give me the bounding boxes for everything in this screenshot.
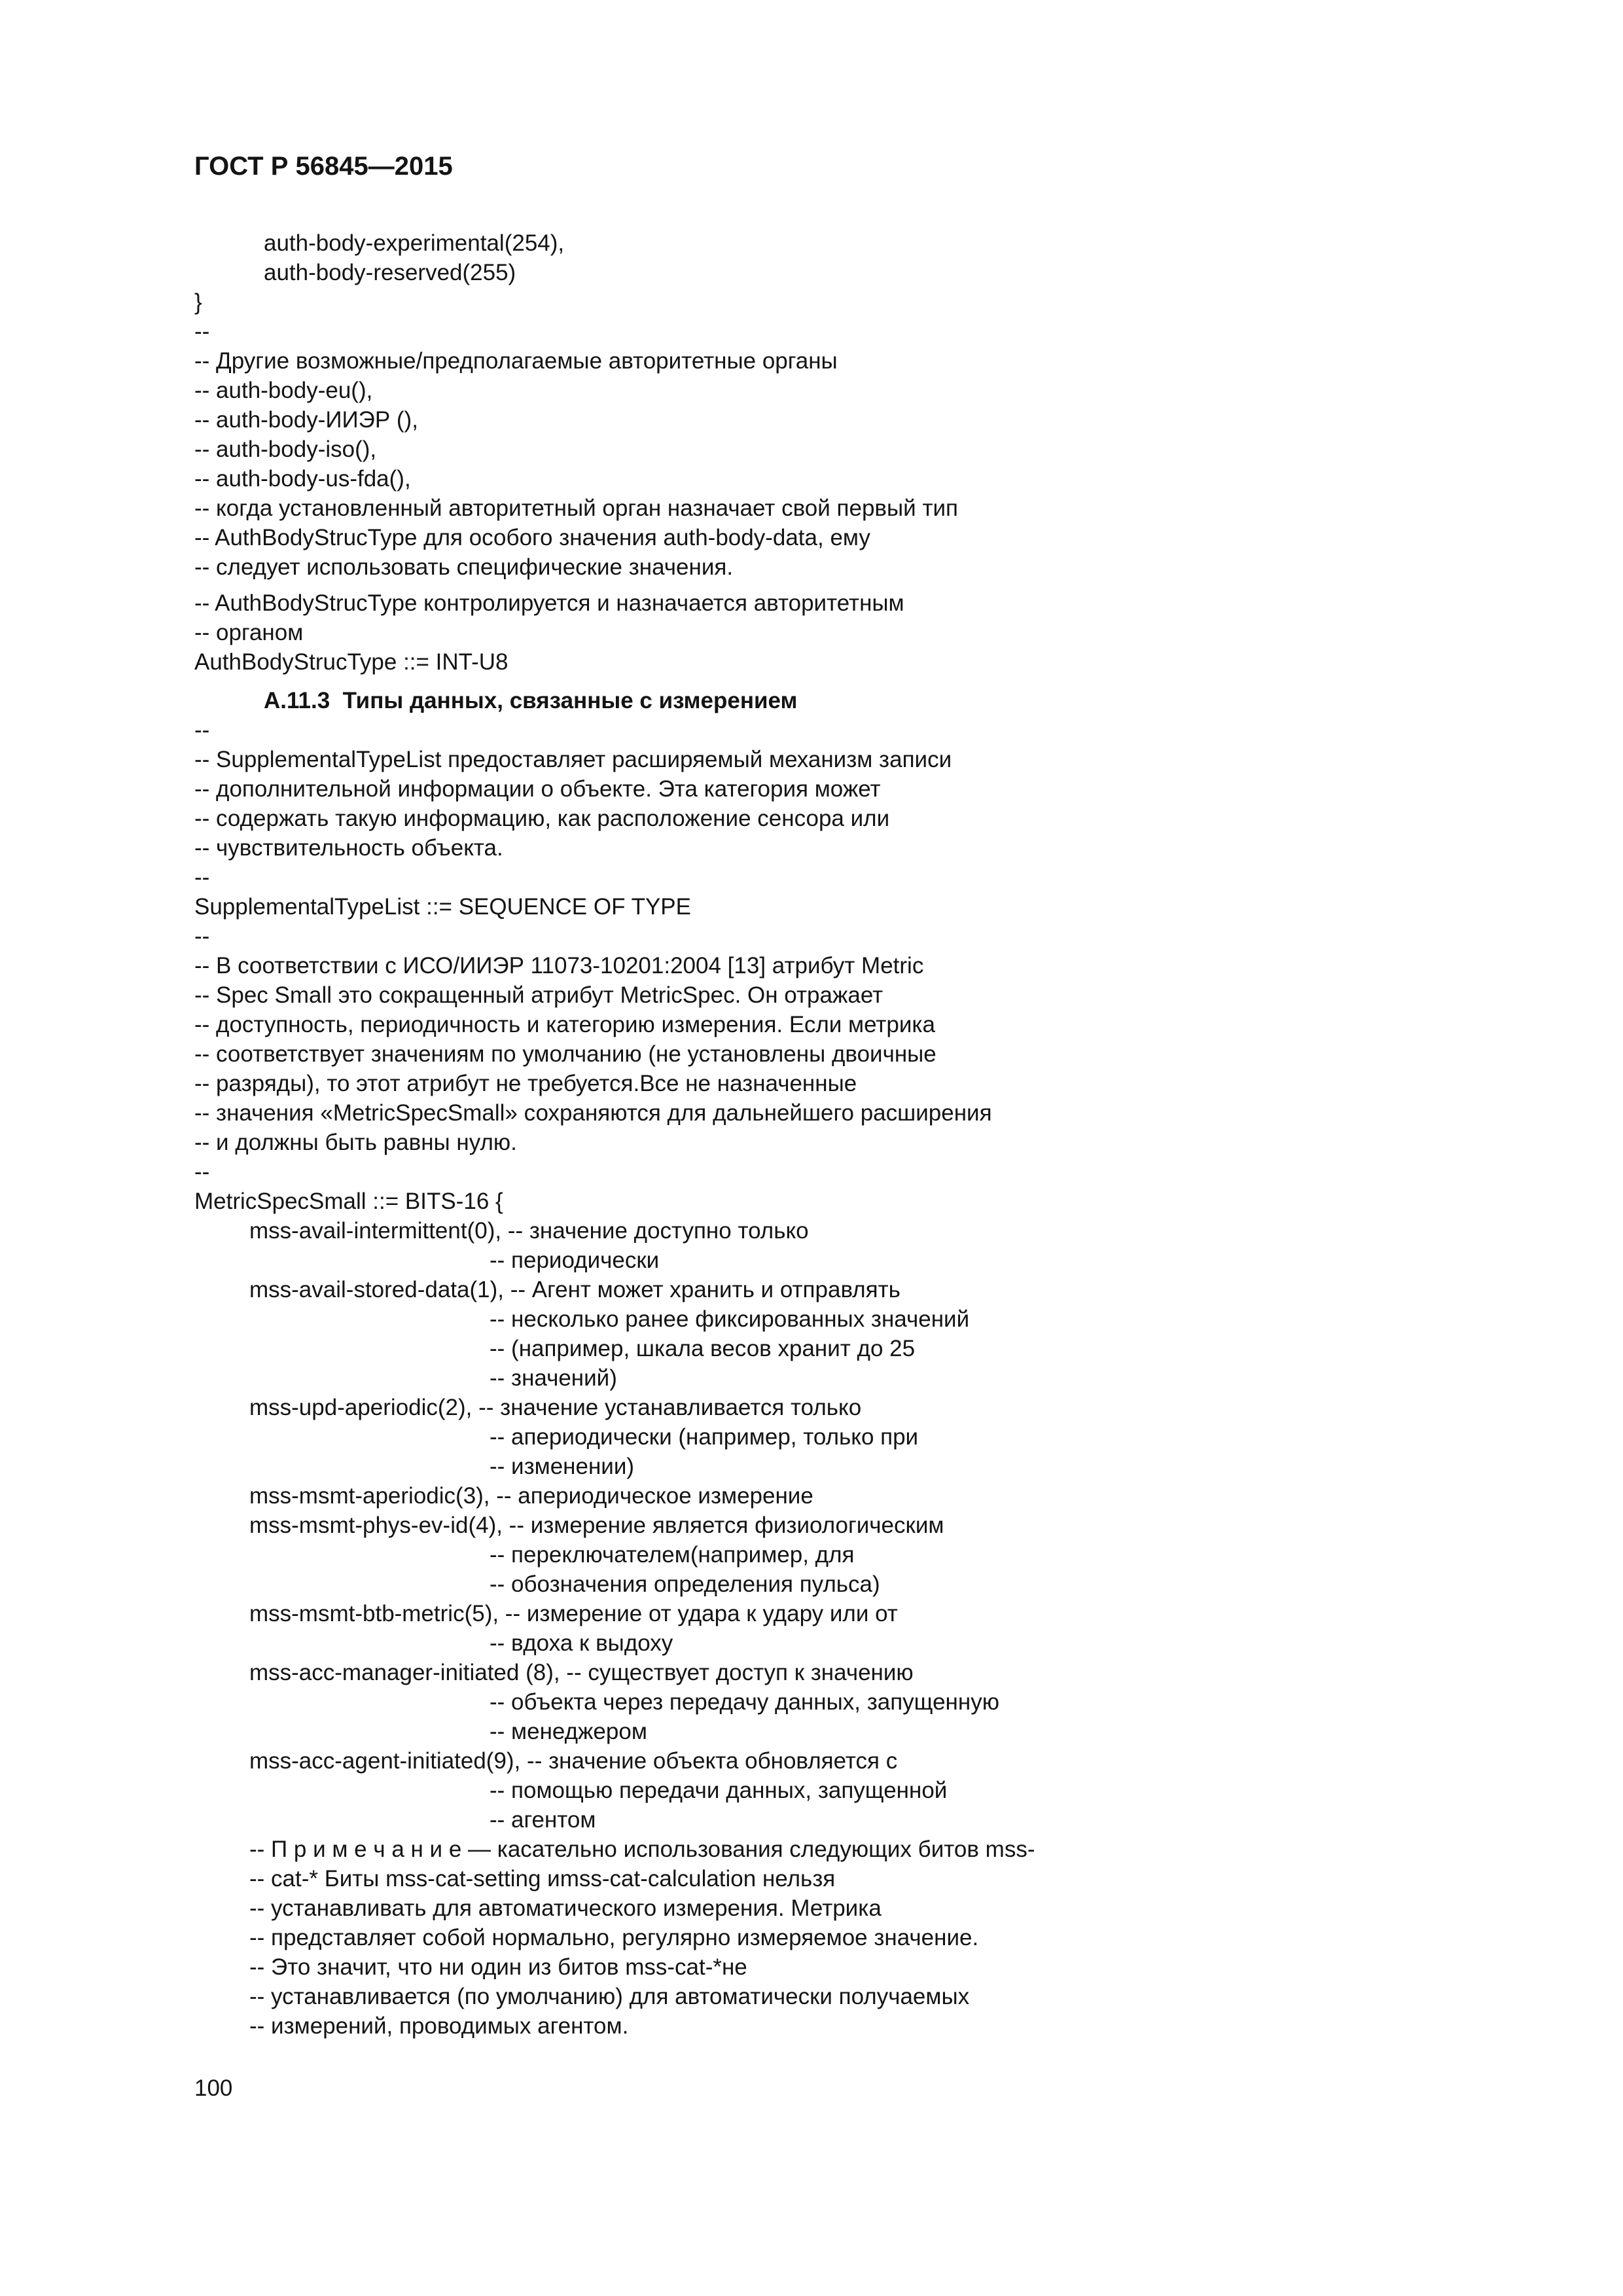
text-line: -- П р и м е ч а н и е — касательно использования следующих битов mss- xyxy=(249,1837,1035,1862)
text-line: -- объекта через передачу данных, запущенную xyxy=(490,1689,999,1715)
page-number: 100 xyxy=(194,2075,233,2101)
text-line: -- xyxy=(194,1159,210,1185)
text-line: -- auth-body-eu(), xyxy=(194,378,373,403)
text-line: -- значения «MetricSpecSmall» сохраняются для дальнейшего расширения xyxy=(194,1100,992,1126)
text-line: mss-msmt-aperiodic(3), -- апериодическое измерение xyxy=(249,1483,813,1509)
text-line: -- xyxy=(194,865,210,890)
text-line: -- auth-body-ИИЭР (), xyxy=(194,407,418,433)
text-line: -- доступность, периодичность и категорию измерения. Если метрика xyxy=(194,1012,935,1037)
text-line: -- содержать такую информацию, как расположение сенсора или xyxy=(194,806,890,831)
text-line: -- обозначения определения пульса) xyxy=(490,1571,880,1597)
text-line: -- auth-body-iso(), xyxy=(194,437,377,462)
text-line: -- менеджером xyxy=(490,1719,647,1744)
text-line: -- В соответствии с ИСО/ИИЭР 11073-10201:2004 [13] атрибут Metric xyxy=(194,953,924,978)
text-line: -- AuthBodyStrucType контролируется и назначается авторитетным xyxy=(194,590,904,616)
text-line: -- апериодически (например, только при xyxy=(490,1424,919,1450)
text-line: } xyxy=(194,289,202,315)
text-line: -- следует использовать специфические значения. xyxy=(194,554,734,580)
text-line: -- чувствительность объекта. xyxy=(194,835,503,861)
text-line: -- изменении) xyxy=(490,1454,635,1479)
text-line: -- переключателем(например, для xyxy=(490,1542,855,1568)
text-line: -- несколько ранее фиксированных значений xyxy=(490,1306,970,1332)
text-line: -- периодически xyxy=(490,1247,660,1273)
text-line: mss-avail-intermittent(0), -- значение доступно только xyxy=(249,1218,809,1244)
text-line: -- xyxy=(194,319,210,344)
text-line: mss-msmt-btb-metric(5), -- измерение от удара к удару или от xyxy=(249,1601,898,1626)
text-line: mss-acc-manager-initiated (8), -- существует доступ к значению xyxy=(249,1660,914,1685)
text-line: -- xyxy=(194,717,210,743)
text-line: mss-acc-agent-initiated(9), -- значение объекта обновляется с xyxy=(249,1748,898,1774)
text-line: -- соответствует значениям по умолчанию (не установлены двоичные xyxy=(194,1041,936,1067)
text-line: -- агентом xyxy=(490,1807,596,1833)
text-line: mss-upd-aperiodic(2), -- значение устанавливается только xyxy=(249,1395,862,1420)
text-line: -- cat-* Биты mss-cat-setting иmss-cat-calculation нельзя xyxy=(249,1866,836,1892)
document-body xyxy=(194,228,1503,2041)
text-line: mss-msmt-phys-ev-id(4), -- измерение является физиологическим xyxy=(249,1513,944,1538)
text-line: -- AuthBodyStrucType для особого значения auth-body-data, ему xyxy=(194,525,870,550)
text-line: -- дополнительной информации о объекте. Эта категория может xyxy=(194,776,881,802)
text-line: AuthBodyStrucType ::= INT-U8 xyxy=(194,649,508,675)
text-line: -- SupplementalTypeList предоставляет расширяемый механизм записи xyxy=(194,747,952,772)
text-line: -- xyxy=(194,924,210,949)
text-line: auth-body-reserved(255) xyxy=(264,260,516,285)
text-line: -- когда установленный авторитетный орган назначает свой первый тип xyxy=(194,495,958,521)
text-line: -- помощью передачи данных, запущенной xyxy=(490,1778,948,1803)
text-line: SupplementalTypeList ::= SEQUENCE OF TYPE xyxy=(194,894,691,920)
text-line: -- Spec Small это сокращенный атрибут MetricSpec. Он отражает xyxy=(194,982,883,1008)
document-header: ГОСТ Р 56845—2015 xyxy=(194,152,453,181)
text-line: -- Это значит, что ни один из битов mss-cat-*не xyxy=(249,1954,747,1980)
text-line: -- представляет собой нормально, регулярно измеряемое значение. xyxy=(249,1925,979,1950)
text-line: -- (например, шкала весов хранит до 25 xyxy=(490,1336,916,1361)
text-line: -- auth-body-us-fda(), xyxy=(194,466,411,492)
text-line: -- вдоха к выдоху xyxy=(490,1630,673,1656)
text-line: -- разряды), то этот атрибут не требуется.Все не назначенные xyxy=(194,1071,857,1096)
text-line: MetricSpecSmall ::= BITS-16 { xyxy=(194,1189,503,1214)
text-line: -- значений) xyxy=(490,1365,617,1391)
text-line: -- устанавливается (по умолчанию) для автоматически получаемых xyxy=(249,1984,970,2009)
text-line: -- органом xyxy=(194,620,304,645)
text-line: mss-avail-stored-data(1), -- Агент может хранить и отправлять xyxy=(249,1277,901,1302)
text-line: -- устанавливать для автоматического измерения. Метрика xyxy=(249,1895,882,1921)
text-line: -- измерений, проводимых агентом. xyxy=(249,2013,629,2039)
text-line: -- и должны быть равны нулю. xyxy=(194,1130,517,1155)
section-heading: А.11.3 Типы данных, связанные с измерением xyxy=(264,688,798,713)
text-line: -- Другие возможные/предполагаемые авторитетные органы xyxy=(194,348,838,374)
text-line: auth-body-experimental(254), xyxy=(264,230,565,256)
